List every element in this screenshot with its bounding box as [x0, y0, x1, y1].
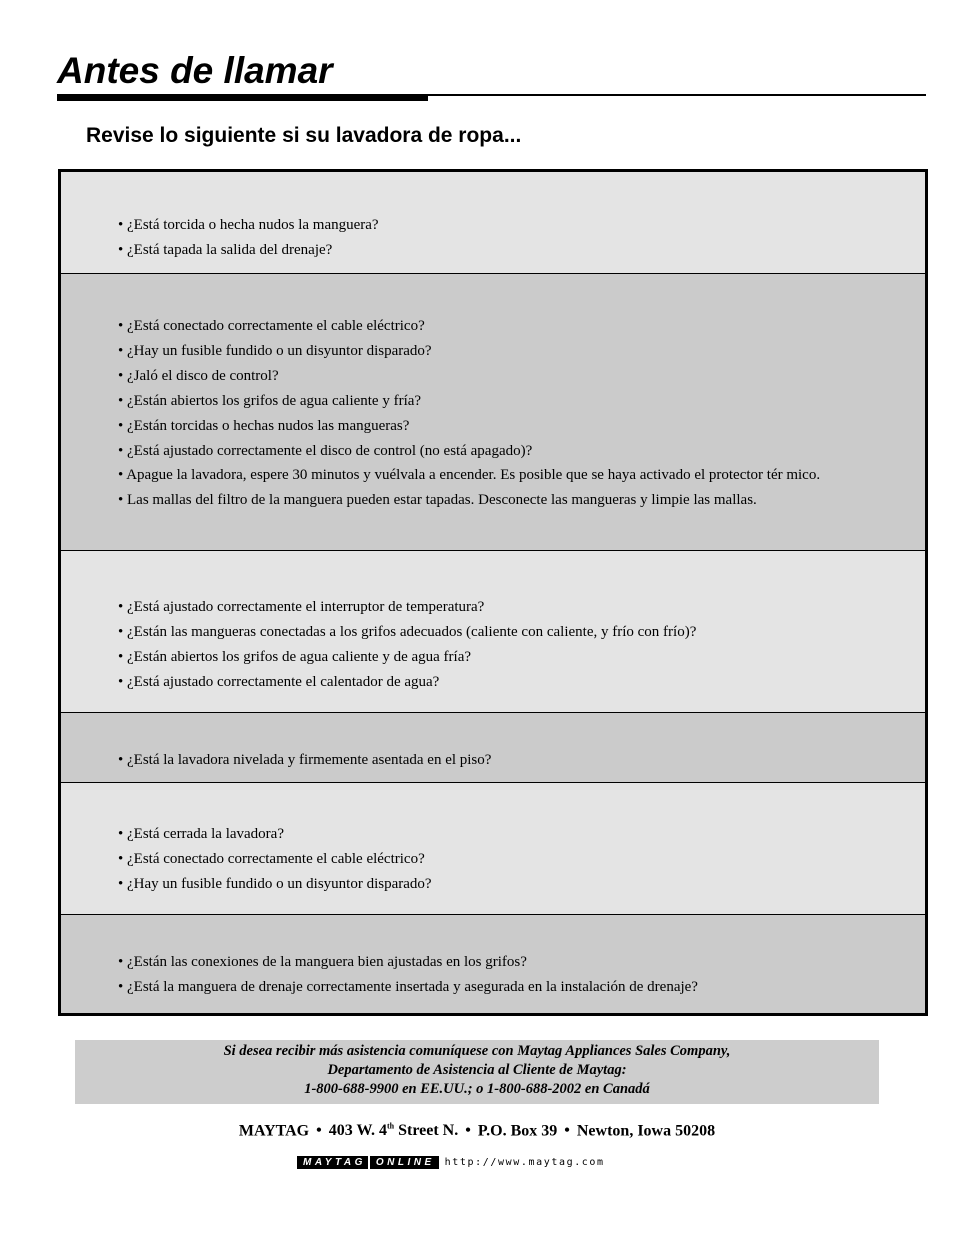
contact-info	[75, 1040, 879, 1104]
page-subtitle: Revise lo siguiente si su lavadora de ropa...	[86, 124, 522, 147]
checklist-item: • ¿Están las conexiones de la manguera bien ajustadas en los grifos?	[118, 950, 905, 975]
separator: •	[465, 1122, 471, 1140]
logo-text-online: ONLINE	[368, 1156, 439, 1169]
checklist-section	[61, 915, 925, 1013]
checklist-item: • ¿Está conectado correctamente el cable eléctrico?	[118, 847, 905, 872]
city: Newton, Iowa 50208	[576, 1122, 716, 1140]
checklist-item: • ¿Están torcidas o hechas nudos las mangueras?	[118, 414, 905, 439]
checklist-section	[61, 551, 925, 713]
checklist	[118, 748, 905, 773]
maytag-online-logo	[297, 1156, 605, 1169]
separator: •	[564, 1122, 570, 1140]
checklist-item: • ¿Está cerrada la lavadora?	[118, 822, 905, 847]
checklist-section	[61, 783, 925, 915]
checklist-item: • ¿Está ajustado correctamente el disco de control (no está apagado)?	[118, 439, 905, 464]
checklist-item: • Apague la lavadora, espere 30 minutos y vuélvala a encender. Es posible que se haya activado el protector tér mico.	[118, 463, 905, 488]
checklist	[118, 595, 905, 695]
company-address	[0, 1122, 954, 1140]
logo-mark	[297, 1156, 439, 1169]
checklist	[118, 950, 905, 1000]
checklist	[118, 213, 905, 263]
checklist-item: • ¿Está la lavadora nivelada y firmemente asentada en el piso?	[118, 748, 905, 773]
company-name: MAYTAG	[238, 1122, 310, 1140]
checklist	[118, 822, 905, 897]
checklist-section	[61, 713, 925, 783]
checklist-item: • ¿Hay un fusible fundido o un disyuntor disparado?	[118, 872, 905, 897]
checklist-item: • Las mallas del filtro de la manguera pueden estar tapadas. Desconecte las mangueras y limpie las mallas.	[118, 488, 905, 513]
checklist-item: • ¿Está torcida o hecha nudos la manguera?	[118, 213, 905, 238]
street: 403 W. 4th Street N.	[328, 1122, 459, 1140]
checklist-item: • ¿Está ajustado correctamente el interruptor de temperatura?	[118, 595, 905, 620]
checklist-item: • ¿Están las mangueras conectadas a los grifos adecuados (caliente con caliente, y frío con frío)?	[118, 620, 905, 645]
checklist-item: • ¿Jaló el disco de control?	[118, 364, 905, 389]
contact-phone: 1-800-688-9900 en EE.UU.; o 1-800-688-2002 en Canadá	[304, 1081, 650, 1097]
checklist-item: • ¿Hay un fusible fundido o un disyuntor disparado?	[118, 339, 905, 364]
po-box: P.O. Box 39	[477, 1122, 558, 1140]
logo-text-maytag: MAYTAG	[297, 1156, 368, 1169]
checklist-section	[61, 274, 925, 551]
checklist-box	[58, 169, 928, 1016]
contact-line: Departamento de Asistencia al Cliente de Maytag:	[327, 1062, 627, 1078]
contact-line: Si desea recibir más asistencia comuníquese con Maytag Appliances Sales Company,	[223, 1043, 731, 1059]
separator: •	[316, 1122, 322, 1140]
checklist-item: • ¿Está conectado correctamente el cable eléctrico?	[118, 314, 905, 339]
checklist-item: • ¿Está tapada la salida del drenaje?	[118, 238, 905, 263]
checklist-item: • ¿Están abiertos los grifos de agua caliente y fría?	[118, 389, 905, 414]
checklist-section	[61, 172, 925, 274]
checklist	[118, 314, 905, 513]
page-title: Antes de llamar	[57, 50, 333, 91]
checklist-item: • ¿Están abiertos los grifos de agua caliente y de agua fría?	[118, 645, 905, 670]
checklist-item: • ¿Está ajustado correctamente el calentador de agua?	[118, 670, 905, 695]
checklist-item: • ¿Está la manguera de drenaje correctamente insertada y asegurada en la instalación de drenaje?	[118, 975, 905, 1000]
website-url[interactable]: http://www.maytag.com	[444, 1157, 605, 1168]
title-rule-accent	[57, 94, 428, 101]
